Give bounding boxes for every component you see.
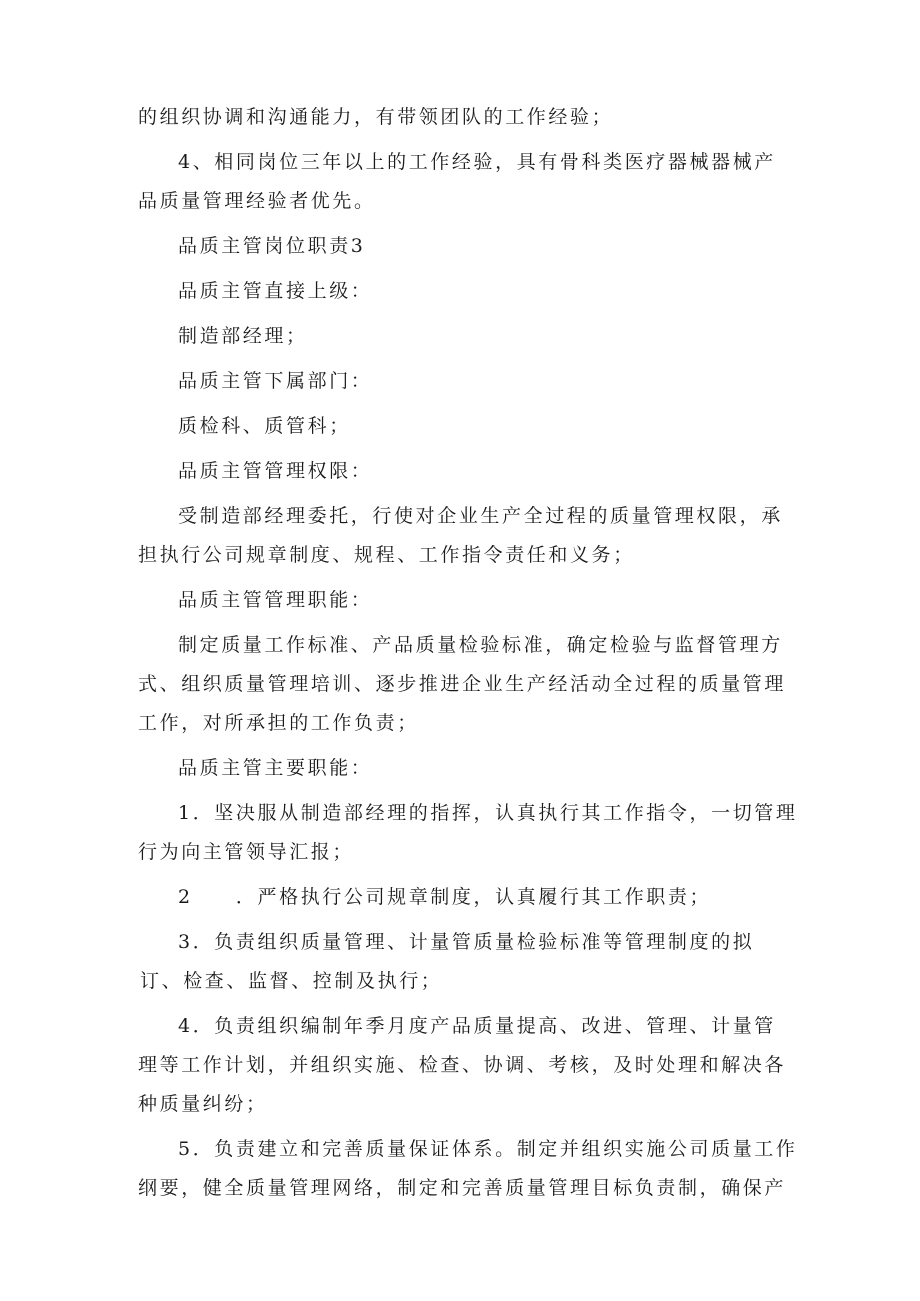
text-line: 品质量管理经验者优先。 [138,190,376,212]
list-item: 4．负责组织编制年季月度产品质量提高、改进、管理、计量管 [178,1015,776,1037]
text-line: 品质主管下属部门： [178,370,373,392]
text-line: 品质主管直接上级： [178,280,373,302]
text-line: 纲要，健全质量管理网络，制定和完善质量管理目标负责制，确保产 [138,1177,787,1199]
text-line: 制定质量工作标准、产品质量检验标准，确定检验与监督管理方 [178,634,783,656]
text-line: 行为向主管领导汇报； [138,841,355,863]
document-page [138,98,798,1208]
text-line: 品质主管管理职能： [178,589,373,611]
text-line: 品质主管主要职能： [178,757,373,779]
text-line: 担执行公司规章制度、规程、工作指令责任和义务； [138,544,635,566]
text-line: 的组织协调和沟通能力，有带领团队的工作经验； [138,106,614,128]
text-line: 品质主管管理权限： [178,460,373,482]
text-line: 工作，对所承担的工作负责； [138,712,419,734]
text-line: 制造部经理； [178,325,308,347]
list-item: 2 ．严格执行公司规章制度，认真履行其工作职责； [178,886,712,908]
section-heading: 品质主管岗位职责3 [178,235,366,257]
text-line: 种质量纠纷； [138,1093,268,1115]
text-line: 理等工作计划，并组织实施、检查、协调、考核，及时处理和解决各 [138,1054,787,1076]
list-item: 3．负责组织质量管理、计量管质量检验标准等管理制度的拟 [178,931,755,953]
text-line: 质检科、质管科； [178,415,351,437]
list-item: 1．坚决服从制造部经理的指挥，认真执行其工作指令，一切管理 [178,802,798,824]
list-item: 5．负责建立和完善质量保证体系。制定并组织实施公司质量工作 [178,1138,798,1160]
text-line: 式、组织质量管理培训、逐步推进企业生产经活动全过程的质量管理 [138,673,787,695]
text-line: 订、检查、监督、控制及执行； [140,970,443,992]
text-line: 4、相同岗位三年以上的工作经验，具有骨科类医疗器械器械产 [178,151,776,173]
text-line: 受制造部经理委托，行使对企业生产全过程的质量管理权限，承 [178,505,783,527]
